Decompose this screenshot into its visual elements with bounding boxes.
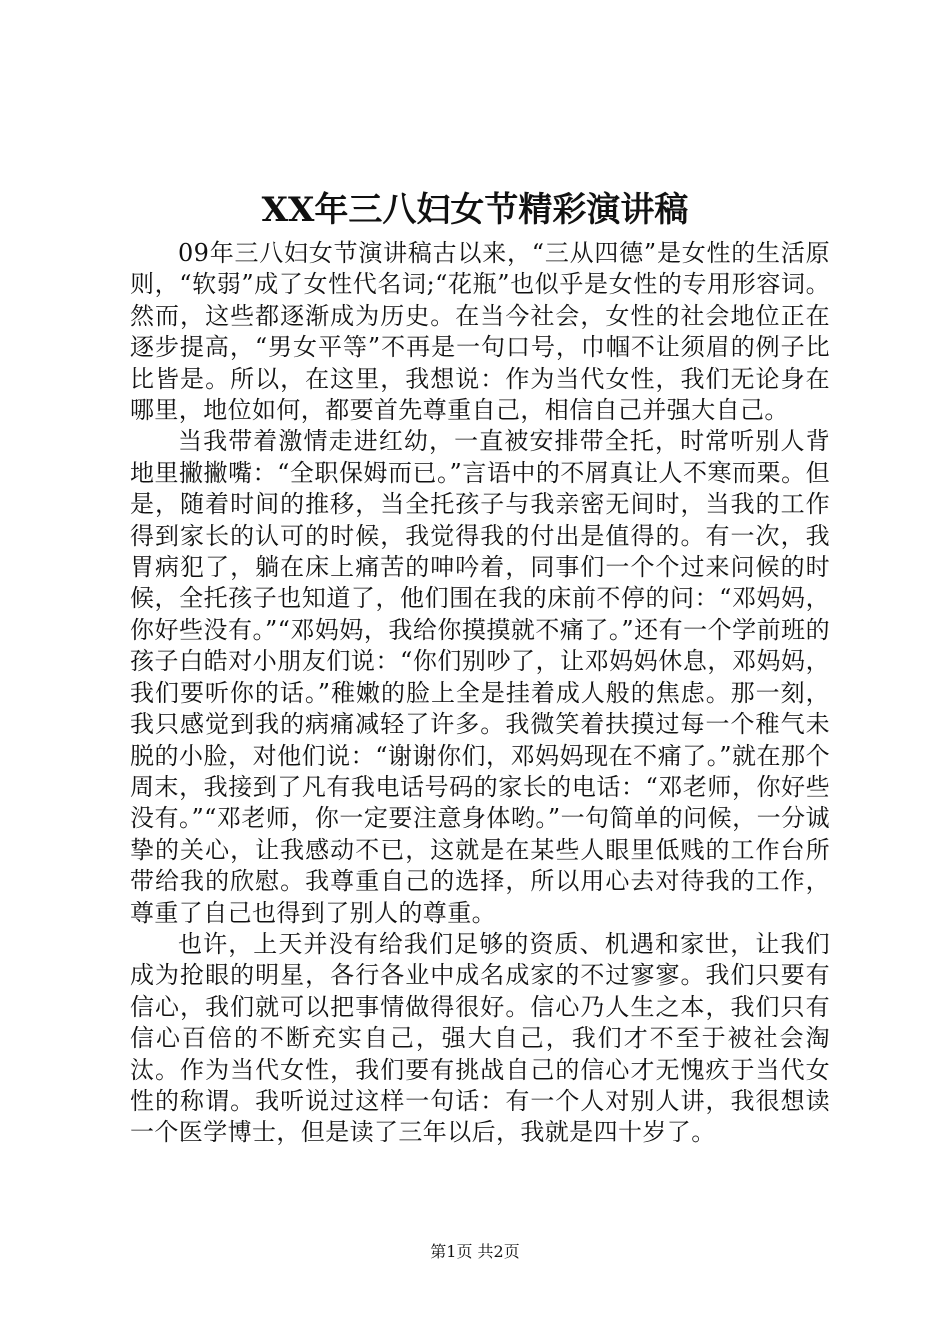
paragraph-1: 09年三八妇女节演讲稿古以来，“三从四德”是女性的生活原则，“软弱”成了女性代名词;“花瓶”也似乎是女性的专用形容词。然而，这些都逐渐成为历史。在当今社会，女性的社会地位正在逐步提高，“男女平等”不再是一句口号，巾帼不让须眉的例子比比皆是。所以，在这里，我想说：作为当代女性，我们无论身在哪里，地位如何，都要首先尊重自己，相信自己并强大自己。 bbox=[130, 239, 830, 425]
page-number-footer: 第1页 共2页 bbox=[430, 1242, 520, 1261]
paragraph-3: 也许，上天并没有给我们足够的资质、机遇和家世，让我们成为抢眼的明星，各行各业中成名成家的不过寥寥。我们只要有信心，我们就可以把事情做得很好。信心乃人生之本，我们只有信心百倍的不断充实自己，强大自己，我们才不至于被社会淘汰。作为当代女性，我们要有挑战自己的信心才无愧疚于当代女性的称谓。我听说过这样一句话：有一个人对别人讲，我很想读一个医学博士，但是读了三年以后，我就是四十岁了。 bbox=[130, 929, 830, 1147]
document-body bbox=[130, 238, 830, 1149]
paragraph-2: 当我带着激情走进红幼，一直被安排带全托，时常听别人背地里撇撇嘴：“全职保姆而已。”言语中的不屑真让人不寒而栗。但是，随着时间的推移，当全托孩子与我亲密无间时，当我的工作得到家长的认可的时候，我觉得我的付出是值得的。有一次，我胃病犯了，躺在床上痛苦的呻吟着，同事们一个个过来问候的时候，全托孩子也知道了，他们围在我的床前不停的问：“邓妈妈，你好些没有。”“邓妈妈，我给你摸摸就不痛了。”还有一个学前班的孩子白皓对小朋友们说：“你们别吵了，让邓妈妈休息，邓妈妈，我们要听你的话。”稚嫩的脸上全是挂着成人般的焦虑。那一刻，我只感觉到我的病痛减轻了许多。我微笑着扶摸过每一个稚气未脱的小脸，对他们说：“谢谢你们，邓妈妈现在不痛了。”就在那个周末，我接到了凡有我电话号码的家长的电话：“邓老师，你好些没有。”“邓老师，你一定要注意身体哟。”一句简单的问候，一分诚挚的关心，让我感动不已，这就是在某些人眼里低贱的工作台所带给我的欣慰。我尊重自己的选择，所以用心去对待我的工作，尊重了自己也得到了别人的尊重。 bbox=[130, 427, 830, 927]
document-title: XX年三八妇女节精彩演讲稿 bbox=[261, 190, 689, 230]
